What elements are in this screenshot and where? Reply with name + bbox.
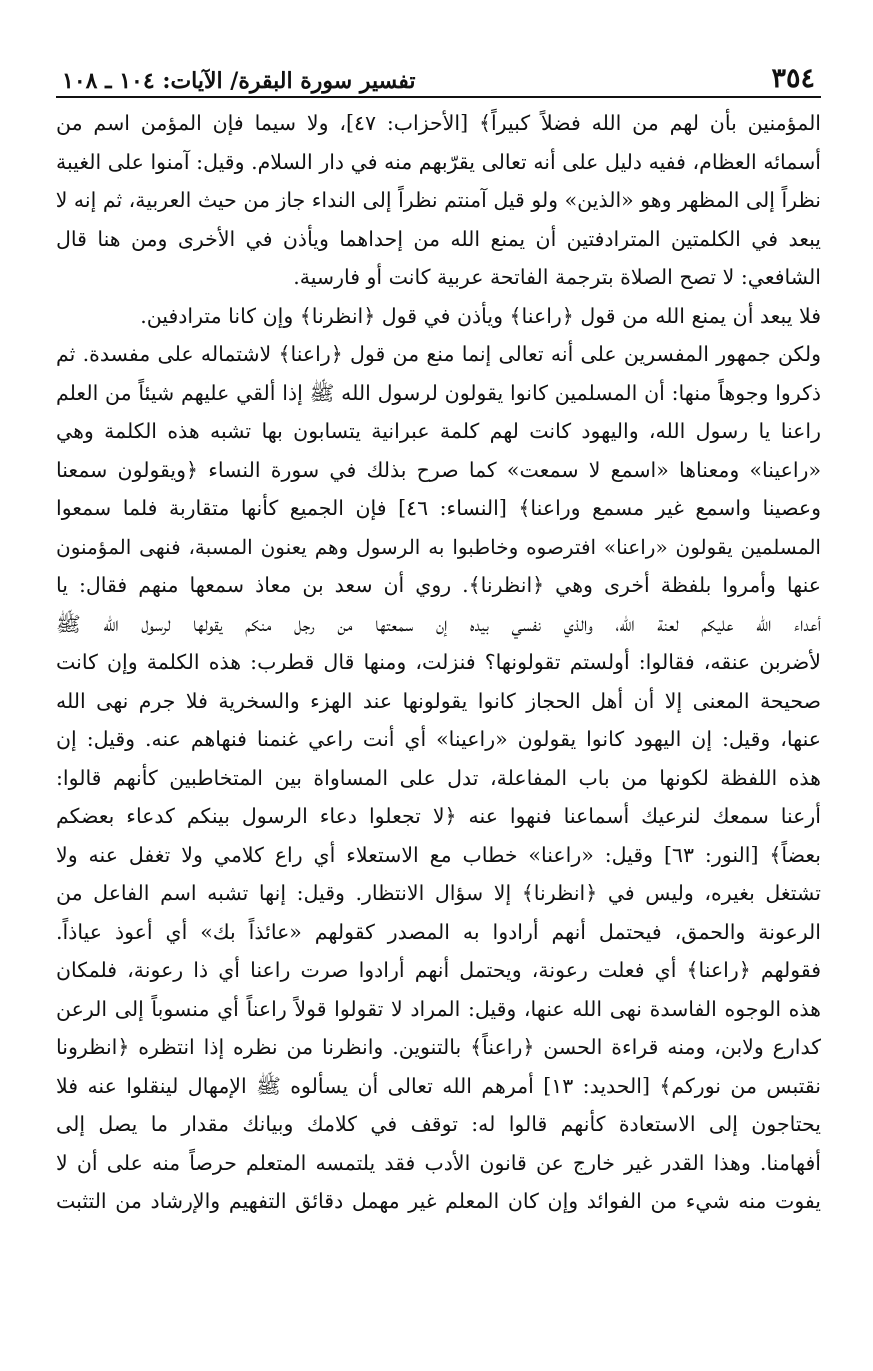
text-line: عنها وأمروا بلفظة أخرى وهي ﴿انظرنا﴾. روي أن سعد بن معاذ سمعها منهم فقال: يا <box>56 573 821 597</box>
text-line: كدارع ولابن، ومنه قراءة الحسن ﴿راعناً﴾ بالتنوين. وانظرنا من نظره إذا انتظره ﴿انظرونا <box>56 1035 821 1059</box>
page-number: ٣٥٤ <box>771 63 815 94</box>
running-title: تفسير سورة البقرة/ الآيات: ١٠٤ ـ ١٠٨ <box>62 68 416 94</box>
text-line: الشافعي: لا تصح الصلاة بترجمة الفاتحة عربية كانت أو فارسية. <box>293 265 821 289</box>
text-line: فلا يبعد أن يمنع الله من قول ﴿راعنا﴾ ويأذن في قول ﴿انظرنا﴾ وإن كانا مترادفين. <box>140 303 821 328</box>
text-line: فقولهم ﴿راعنا﴾ أي فعلت رعونة، ويحتمل أنهم أرادوا صرت راعنا أي ذا رعونة، فلمكان <box>56 958 821 982</box>
text-line: «راعينا» ومعناها «اسمع لا سمعت» كما صرح بذلك في سورة النساء ﴿ويقولون سمعنا <box>56 457 821 482</box>
text-line: تشتغل بغيره، وليس في ﴿انظرنا﴾ إلا سؤال الانتظار. وقيل: إنها تشبه اسم الفاعل من <box>56 881 821 905</box>
text-line: ذكروا وجوهاً منها: أن المسلمين كانوا يقولون لرسول الله ﷺ إذا ألقي عليهم شيئاً من العلم <box>56 380 821 405</box>
text-line: نظراً إلى المظهر وهو «الذين» ولو قيل آمنتم نظراً إلى النداء جاز من حيث العربية، ثم إنه لا <box>56 188 821 212</box>
text-line: لأضربن عنقه، فقالوا: أولستم تقولونها؟ فنزلت، ومنها قال قطرب: هذه الكلمة وإن كانت <box>56 650 821 674</box>
body-text <box>56 104 821 1221</box>
text-line: هذه الوجوه الفاسدة نهى الله عنها، وقيل: المراد لا تقولوا قولاً راعناً أي منسوباً إلى الرعن <box>56 996 821 1021</box>
text-line: أعداء الله عليكم لعنة الله، والذي نفسي بيده إن سمعتها من رجل منكم يقولها لرسول الله ﷺ <box>56 611 821 636</box>
text-line: المسلمين يقولون «راعنا» افترصوه وخاطبوا به الرسول وهم يعنون المسبة، فنهى المؤمنون <box>56 534 821 559</box>
text-line: يفوت منه شيء من الفوائد وإن كان المعلم غير مهمل دقائق التفهيم والإرشاد من التثبت <box>56 1189 821 1213</box>
text-line: يبعد في الكلمتين المترادفتين أن يمنع الله من إحداهما ويأذن في الأخرى ومن هنا قال <box>56 226 821 251</box>
text-line: ولكن جمهور المفسرين على أنه تعالى إنما منع من قول ﴿راعنا﴾ لاشتماله على مفسدة. ثم <box>56 342 821 366</box>
text-line: هذه اللفظة لكونها من باب المفاعلة، تدل على المساواة بين المتخاطبين كأنهم قالوا: <box>56 765 821 790</box>
text-line: المؤمنين بأن لهم من الله فضلاً كبيراً﴾ [الأحزاب: ٤٧]، ولا سيما فإن المؤمن اسم من <box>56 111 821 135</box>
text-line: يحتاجون إلى الاستعادة كأنهم قالوا له: توقف في كلامك وبيانك مقدار ما يصل إلى <box>56 1112 821 1136</box>
text-line: عنها، وقيل: إن اليهود كانوا يقولون «راعينا» أي أنت راعي غنمنا فنهاهم عنه. وقيل: إن <box>56 727 821 751</box>
text-line: أرعنا سمعك لنرعيك أسماعنا فنهوا عنه ﴿لا تجعلوا دعاء الرسول بينكم كدعاء بعضكم <box>56 804 821 828</box>
text-line: بعضاً﴾ [النور: ٦٣] وقيل: «راعنا» خطاب مع الاستعلاء أي راع كلامي ولا تغفل عنه ولا <box>56 842 821 867</box>
book-page <box>56 58 821 1318</box>
text-line: صحيحة المعنى إلا أن أهل الحجاز كانوا يقولونها عند الهزء والسخرية فلا جرم نهى الله <box>56 688 821 713</box>
text-line: وعصينا واسمع غير مسمع وراعنا﴾ [النساء: ٤٦] فإن الجميع كأنها متقاربة فلما سمعوا <box>56 496 821 520</box>
text-line: نقتبس من نوركم﴾ [الحديد: ١٣] أمرهم الله تعالى أن يسألوه ﷺ الإمهال لينقلوا عنه فلا <box>56 1073 821 1098</box>
running-header <box>56 58 821 98</box>
text-line: أفهامنا. وهذا القدر غير خارج عن قانون الأدب فقد يلتمسه المتعلم حرصاً منه على أن لا <box>56 1150 821 1175</box>
text-line: أسمائه العظام، ففيه دليل على أنه تعالى يقرّبهم منه في دار السلام. وقيل: آمنوا على الغيبة <box>56 149 821 174</box>
text-line: راعنا يا رسول الله، واليهود كانت لهم كلمة عبرانية يتسابون بها تشبه هذه الكلمة وهي <box>56 419 821 443</box>
text-line: الرعونة والحمق، فيحتمل أنهم أرادوا به المصدر كقولهم «عائذاً بك» أي أعوذ عياذاً. <box>56 919 821 944</box>
